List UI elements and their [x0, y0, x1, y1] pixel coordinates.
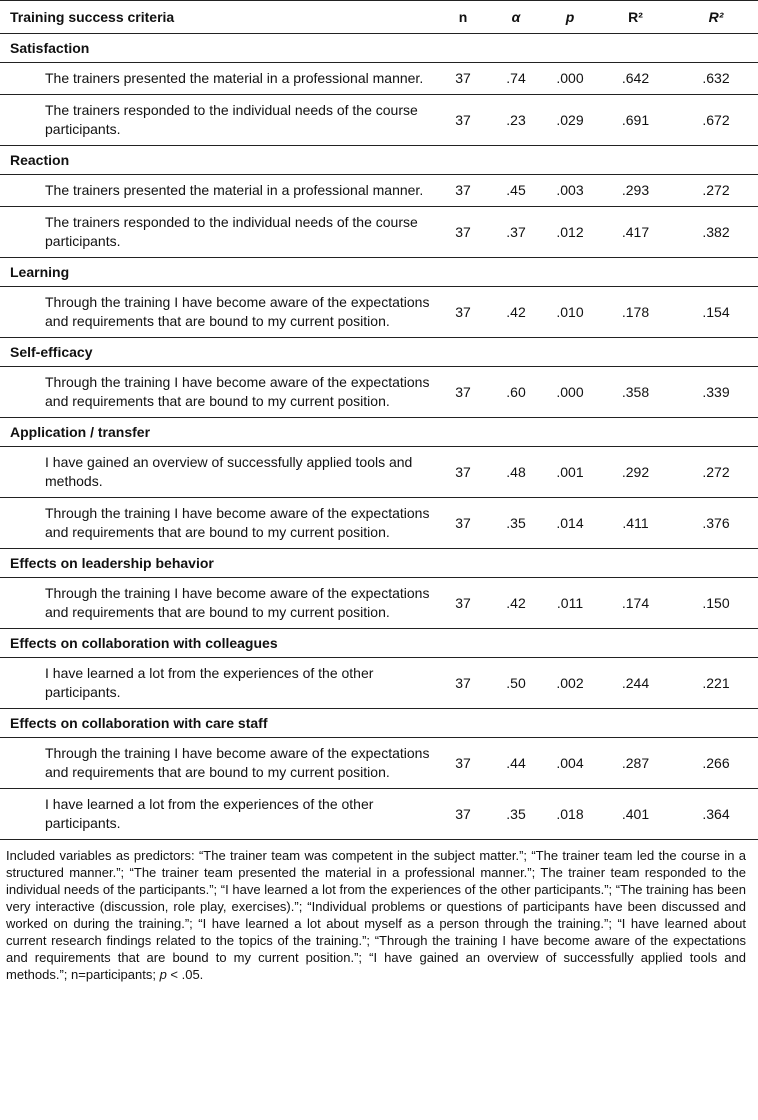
table-row [0, 738, 758, 789]
group-title: Effects on collaboration with care staff [0, 709, 758, 738]
table-row [0, 447, 758, 498]
r-squared-value: .411 [597, 498, 674, 549]
r-squared-adjusted-value: .364 [674, 789, 758, 840]
table-row [0, 95, 758, 146]
group-title: Reaction [0, 146, 758, 175]
r-squared-value: .293 [597, 175, 674, 207]
n-value: 37 [437, 578, 489, 629]
group-title: Self-efficacy [0, 338, 758, 367]
n-value: 37 [437, 498, 489, 549]
header-p: p [543, 1, 597, 34]
p-value: .014 [543, 498, 597, 549]
alpha-value: .44 [489, 738, 543, 789]
table-row [0, 789, 758, 840]
table-row [0, 63, 758, 95]
footnote-p-symbol: p [159, 967, 167, 982]
n-value: 37 [437, 63, 489, 95]
footnote-text: Included variables as predictors: “The trainer team was competent in the subject matter.”; “The trainer team led the course in a structured manner.”; “The trainer team presented the material in a professional manner.”; The trainer team responded to the individual needs of the participants.”; “I have learned a lot from the experiences of the other participants.”; “The training has been very interactive (discussion, role play, exercises).”; “Individual problems or questions of participants have been discussed and worked on during the training.”; “I have learned a lot about myself as a person through the training.”; “I have learned about current research findings related to the topics of the training.”; “Through the training I have become aware of the expectations and requirements that are bound to my current position.”; “I have gained an overview of successfully applied tools and methods.”; n=participants; [6, 848, 746, 982]
p-value: .000 [543, 63, 597, 95]
alpha-value: .60 [489, 367, 543, 418]
header-n: n [437, 1, 489, 34]
table-footnote [0, 840, 755, 983]
r-squared-value: .691 [597, 95, 674, 146]
p-value: .004 [543, 738, 597, 789]
header-row [0, 1, 758, 34]
n-value: 37 [437, 447, 489, 498]
criterion-text: Through the training I have become aware of the expectations and requirements that are bound to my current position. [0, 367, 437, 418]
criterion-text: Through the training I have become aware of the expectations and requirements that are bound to my current position. [0, 578, 437, 629]
group-row [0, 34, 758, 63]
n-value: 37 [437, 207, 489, 258]
table-row [0, 207, 758, 258]
group-row [0, 418, 758, 447]
r-squared-adjusted-value: .382 [674, 207, 758, 258]
criterion-text: I have learned a lot from the experiences of the other participants. [0, 789, 437, 840]
r-squared-adjusted-value: .376 [674, 498, 758, 549]
group-title: Learning [0, 258, 758, 287]
group-row [0, 549, 758, 578]
alpha-value: .45 [489, 175, 543, 207]
p-value: .018 [543, 789, 597, 840]
r-squared-adjusted-value: .266 [674, 738, 758, 789]
alpha-value: .42 [489, 287, 543, 338]
p-value: .001 [543, 447, 597, 498]
criterion-text: The trainers responded to the individual needs of the course participants. [0, 207, 437, 258]
criterion-text: I have learned a lot from the experiences of the other participants. [0, 658, 437, 709]
table-body [0, 34, 758, 840]
group-row [0, 629, 758, 658]
header-criteria: Training success criteria [0, 1, 437, 34]
p-value: .011 [543, 578, 597, 629]
group-title: Satisfaction [0, 34, 758, 63]
alpha-value: .48 [489, 447, 543, 498]
table-header [0, 1, 758, 34]
alpha-value: .42 [489, 578, 543, 629]
group-title: Effects on leadership behavior [0, 549, 758, 578]
n-value: 37 [437, 367, 489, 418]
criterion-text: The trainers presented the material in a professional manner. [0, 63, 437, 95]
r-squared-value: .401 [597, 789, 674, 840]
criterion-text: I have gained an overview of successfully applied tools and methods. [0, 447, 437, 498]
criterion-text: Through the training I have become aware of the expectations and requirements that are bound to my current position. [0, 738, 437, 789]
n-value: 37 [437, 789, 489, 840]
table-row [0, 578, 758, 629]
table-row [0, 658, 758, 709]
n-value: 37 [437, 287, 489, 338]
r-squared-value: .178 [597, 287, 674, 338]
r-squared-adjusted-value: .672 [674, 95, 758, 146]
r-squared-adjusted-value: .632 [674, 63, 758, 95]
alpha-value: .23 [489, 95, 543, 146]
group-row [0, 338, 758, 367]
alpha-value: .74 [489, 63, 543, 95]
n-value: 37 [437, 658, 489, 709]
n-value: 37 [437, 738, 489, 789]
header-r-squared: R² [597, 1, 674, 34]
p-value: .000 [543, 367, 597, 418]
p-value: .012 [543, 207, 597, 258]
criterion-text: Through the training I have become aware of the expectations and requirements that are bound to my current position. [0, 498, 437, 549]
p-value: .010 [543, 287, 597, 338]
group-row [0, 258, 758, 287]
r-squared-adjusted-value: .154 [674, 287, 758, 338]
table-row [0, 498, 758, 549]
r-squared-value: .358 [597, 367, 674, 418]
p-value: .029 [543, 95, 597, 146]
group-row [0, 146, 758, 175]
p-value: .002 [543, 658, 597, 709]
footnote-p-condition: < .05. [166, 967, 204, 982]
r-squared-value: .642 [597, 63, 674, 95]
header-r-squared-adjusted: R² [674, 1, 758, 34]
n-value: 37 [437, 95, 489, 146]
alpha-value: .50 [489, 658, 543, 709]
criterion-text: Through the training I have become aware of the expectations and requirements that are bound to my current position. [0, 287, 437, 338]
group-title: Effects on collaboration with colleagues [0, 629, 758, 658]
criterion-text: The trainers presented the material in a professional manner. [0, 175, 437, 207]
r-squared-value: .417 [597, 207, 674, 258]
header-alpha: α [489, 1, 543, 34]
p-value: .003 [543, 175, 597, 207]
r-squared-adjusted-value: .272 [674, 175, 758, 207]
table-row [0, 287, 758, 338]
alpha-value: .35 [489, 498, 543, 549]
group-row [0, 709, 758, 738]
table-row [0, 367, 758, 418]
r-squared-value: .244 [597, 658, 674, 709]
r-squared-adjusted-value: .339 [674, 367, 758, 418]
r-squared-value: .287 [597, 738, 674, 789]
r-squared-value: .174 [597, 578, 674, 629]
alpha-value: .37 [489, 207, 543, 258]
criterion-text: The trainers responded to the individual needs of the course participants. [0, 95, 437, 146]
n-value: 37 [437, 175, 489, 207]
table-row [0, 175, 758, 207]
r-squared-value: .292 [597, 447, 674, 498]
group-title: Application / transfer [0, 418, 758, 447]
r-squared-adjusted-value: .272 [674, 447, 758, 498]
r-squared-adjusted-value: .221 [674, 658, 758, 709]
alpha-value: .35 [489, 789, 543, 840]
r-squared-adjusted-value: .150 [674, 578, 758, 629]
